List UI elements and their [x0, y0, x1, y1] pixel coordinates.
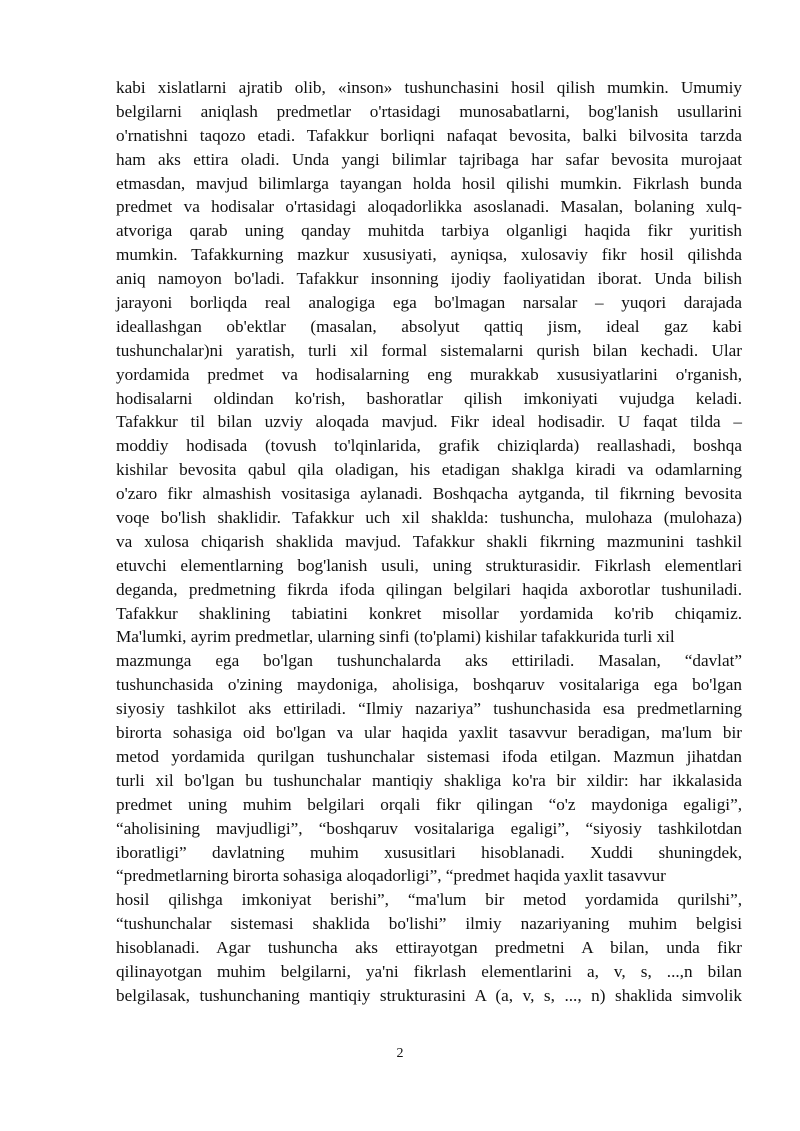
text-line: aniq namoyon bo'ladi. Tafakkur insonning ijodiy faoliyatidan iborat. Unda bilish [116, 269, 742, 289]
text-line: hisoblanadi. Agar tushuncha aks ettirayotgan predmetni A bilan, unda fikr [116, 938, 742, 958]
text-line: ideallashgan ob'ektlar (masalan, absolyut qattiq jism, ideal gaz kabi [116, 316, 742, 336]
text-line: Tafakkur shaklining tabiatini konkret misollar yordamida ko'rib chiqamiz. [116, 603, 742, 623]
text-line: predmet va hodisalar o'rtasidagi aloqadorlikka asoslanadi. Masalan, bolaning xulq- [116, 197, 742, 217]
text-line: iboratligi” davlatning muhim xususitlari hisoblanadi. Xuddi shuningdek, [116, 842, 742, 862]
text-line: belgilasak, tushunchaning mantiqiy strukturasini A (a, v, s, ..., n) shaklida simvolik [116, 985, 742, 1005]
body-text [116, 76, 742, 1008]
text-line: predmet uning muhim belgilari orqali fikr qilingan “o'z maydoniga egaligi”, [116, 794, 742, 814]
text-line: hosil qilishga imkoniyat berishi”, “ma'lum bir metod yordamida qurilshi”, [116, 890, 742, 910]
text-line: Tafakkur til bilan uzviy aloqada mavjud. Fikr ideal hodisadir. U faqat tilda – [116, 412, 742, 432]
text-line: deganda, predmetning fikrda ifoda qilingan belgilari haqida axborotlar tushuniladi. [116, 579, 742, 599]
text-line: voqe bo'lish shaklidir. Tafakkur uch xil shaklda: tushuncha, mulohaza (mulohaza) [116, 508, 742, 528]
text-line: atvoriga qarab uning qanday muhitda tarbiya olganligi haqida fikr yuritish [116, 221, 742, 241]
text-line: belgilarni aniqlash predmetlar o'rtasidagi munosabatlarni, bog'lanish usullarini [116, 101, 742, 121]
text-line: moddiy hodisada (tovush to'lqinlarida, grafik chiziqlarda) reallashadi, boshqa [116, 436, 742, 456]
text-line: kishilar bevosita qabul qila oladigan, his etadigan shaklga kiradi va odamlarning [116, 460, 742, 480]
text-line: siyosiy tashkilot aks ettiriladi. “Ilmiy nazariya” tushunchasida esa predmetlarning [116, 699, 742, 719]
text-line: qilinayotgan muhim belgilarni, ya'ni fikrlash elementlarini a, v, s, ...,n bilan [116, 961, 742, 981]
text-line: turli xil bo'lgan bu tushunchalar mantiqiy shakliga ko'ra bir xildir: har ikkalasida [116, 770, 742, 790]
text-line: kabi xislatlarni ajratib olib, «inson» tushunchasini hosil qilish mumkin. Umumiy [116, 78, 742, 97]
text-line: yordamida predmet va hodisalarning eng murakkab xususiyatlarini o'rganish, [116, 364, 742, 384]
text-line: tushunchasida o'zining maydoniga, aholisiga, boshqaruv vositalariga ega bo'lgan [116, 675, 742, 695]
text-line: etuvchi elementlarning bog'lanish usuli, uning strukturasidir. Fikrlash elementlari [116, 555, 742, 575]
text-line: o'rnatishni taqozo etadi. Tafakkur borliqni nafaqat bevosita, balki bilvosita tarzda [116, 125, 742, 145]
page-number: 2 [396, 1046, 404, 1061]
text-line: metod yordamida qurilgan tushunchalar sistemasi ifoda etilgan. Mazmun jihatdan [116, 746, 742, 766]
text-line: mumkin. Tafakkurning mazkur xususiyati, ayniqsa, xulosaviy fikr hosil qilishda [116, 245, 742, 265]
text-line: hodisalarni oldindan ko'rish, bashoratlar qilish imkoniyati vujudga keladi. [116, 388, 742, 408]
text-line: etmasdan, mavjud bilimlarga tayangan holda hosil qilishi mumkin. Fikrlash bunda [116, 173, 742, 193]
text-line: mazmunga ega bo'lgan tushunchalarda aks ettiriladi. Masalan, “davlat” [116, 651, 742, 671]
text-line: o'zaro fikr almashish vositasiga aylanadi. Boshqacha aytganda, til fikrning bevosita [116, 484, 742, 504]
text-line: ham aks ettira oladi. Unda yangi bilimlar tajribaga har safar bevosita murojaat [116, 149, 742, 169]
text-line: tushunchalar)ni yaratish, turli xil formal sistemalarni qurish bilan kechadi. Ular [116, 340, 742, 360]
text-line: “tushunchalar sistemasi shaklida bo'lishi” ilmiy nazariyaning muhim belgisi [116, 914, 742, 934]
text-line: “predmetlarning birorta sohasiga aloqadorligi”, “predmet haqida yaxlit tasavvur [116, 866, 666, 886]
text-line: Ma'lumki, ayrim predmetlar, ularning sinfi (to'plami) kishilar tafakkurida turli xil [116, 627, 675, 647]
text-line: va xulosa chiqarish shaklida mavjud. Tafakkur shakli fikrning mazmunini tashkil [116, 531, 742, 551]
text-line: birorta sohasiga oid bo'lgan va ular haqida yaxlit tasavvur beradigan, ma'lum bir [116, 723, 742, 743]
text-line: “aholisining mavjudligi”, “boshqaruv vositalariga egaligi”, “siyosiy tashkilotdan [116, 818, 742, 838]
text-line: jarayoni borliqda real analogiga ega bo'lmagan narsalar – yuqori darajada [116, 293, 742, 313]
